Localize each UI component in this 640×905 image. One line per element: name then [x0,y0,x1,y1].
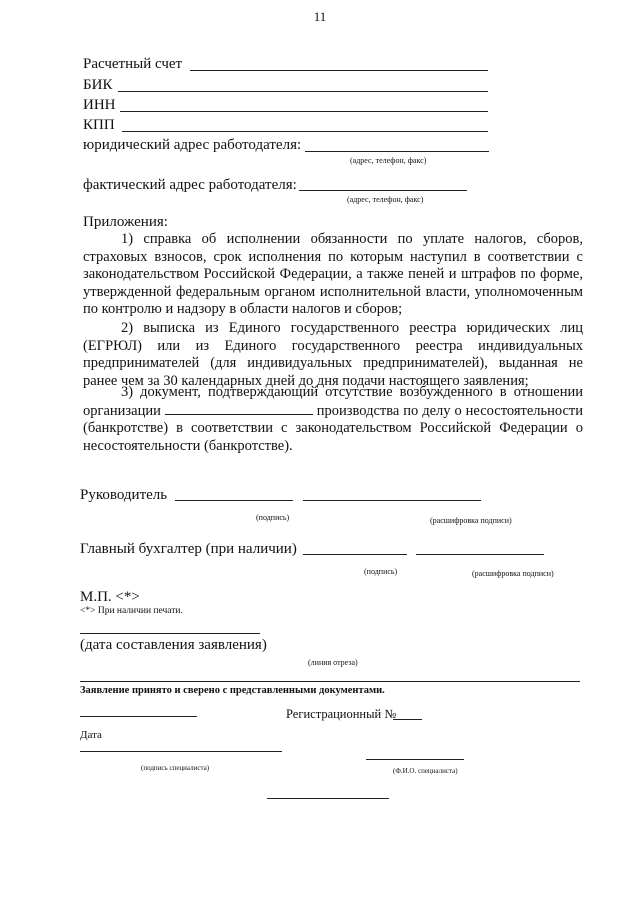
date-label: (дата составления заявления) [80,637,267,653]
specialist-name-hint: (Ф.И.О. специалиста) [393,767,458,775]
specialist-signature-hint: (подпись специалиста) [141,764,210,772]
head-label: Руководитель [80,487,168,503]
bik-field[interactable] [118,91,488,92]
accountant-signature-field[interactable] [303,554,407,555]
date-receipt-label: Дата [80,729,102,741]
account-label: Расчетный счет [83,56,183,72]
accountant-decoding-hint: (расшифровка подписи) [472,569,554,578]
seal-label: М.П. <*> [80,589,140,605]
cut-line-hint: (линия отреза) [308,658,358,667]
bottom-line [267,798,389,799]
seal-note: <*> При наличии печати. [80,606,183,616]
attachments-heading: Приложения: [83,214,168,230]
organization-field[interactable] [165,402,313,415]
inn-field[interactable] [120,111,488,112]
page-number: 11 [313,9,327,24]
attachment-item-3: 3) документ, подтверждающий отсутствие возбужденного в отношении организации производства по делу о несостоятельности (банкротстве) в соответствии с законодательством Российской Федерации о несостоятельности (банкротстве). [83,384,584,454]
kpp-label: КПП [83,117,115,133]
head-signature-field[interactable] [175,500,293,501]
legal-address-field[interactable] [305,151,489,152]
account-field[interactable] [190,70,488,71]
attachment-item-1: 1) справка об исполнении обязанности по уплате налогов, сборов, страховых взносов, срок исполнения по которым наступил в соответствии с законодательством Российской Федерации, а также пеней и штрафов по форме, утвержденной федеральным органом исполнительной власти, уполномоченным по контролю и надзору в области налогов и сборов; [83,231,583,318]
legal-address-hint: (адрес, телефон, факс) [350,156,427,165]
cut-line [80,681,580,682]
accountant-decoding-field[interactable] [416,554,544,555]
specialist-name-field[interactable] [366,759,464,760]
specialist-signature-field[interactable] [80,751,282,752]
reg-number-field[interactable] [393,719,422,720]
attachment-item-2: 2) выписка из Единого государственного реестра юридических лиц (ЕГРЮЛ) или из Единого государственного реестра индивидуальных предпринимателей (для индивидуальных предпринимателей), выданная не ранее чем за 30 календарных дней до дня подачи настоящего заявления; [83,320,583,389]
actual-address-label: фактический адрес работодателя: [83,177,297,193]
receipt-field[interactable] [80,716,197,717]
actual-address-hint: (адрес, телефон, факс) [347,195,424,204]
legal-address-label: юридический адрес работодателя: [83,137,302,153]
inn-label: ИНН [83,97,116,113]
head-decoding-hint: (расшифровка подписи) [430,516,512,525]
date-field[interactable] [80,633,260,634]
reg-number-label: Регистрационный № [286,707,397,721]
bik-label: БИК [83,77,113,93]
receipt-title: Заявление принято и сверено с представленными документами. [80,685,385,696]
kpp-field[interactable] [122,131,488,132]
head-signature-hint: (подпись) [256,513,290,522]
head-decoding-field[interactable] [303,500,481,501]
accountant-signature-hint: (подпись) [364,567,398,576]
actual-address-field[interactable] [299,190,467,191]
accountant-label: Главный бухгалтер (при наличии) [80,541,297,557]
